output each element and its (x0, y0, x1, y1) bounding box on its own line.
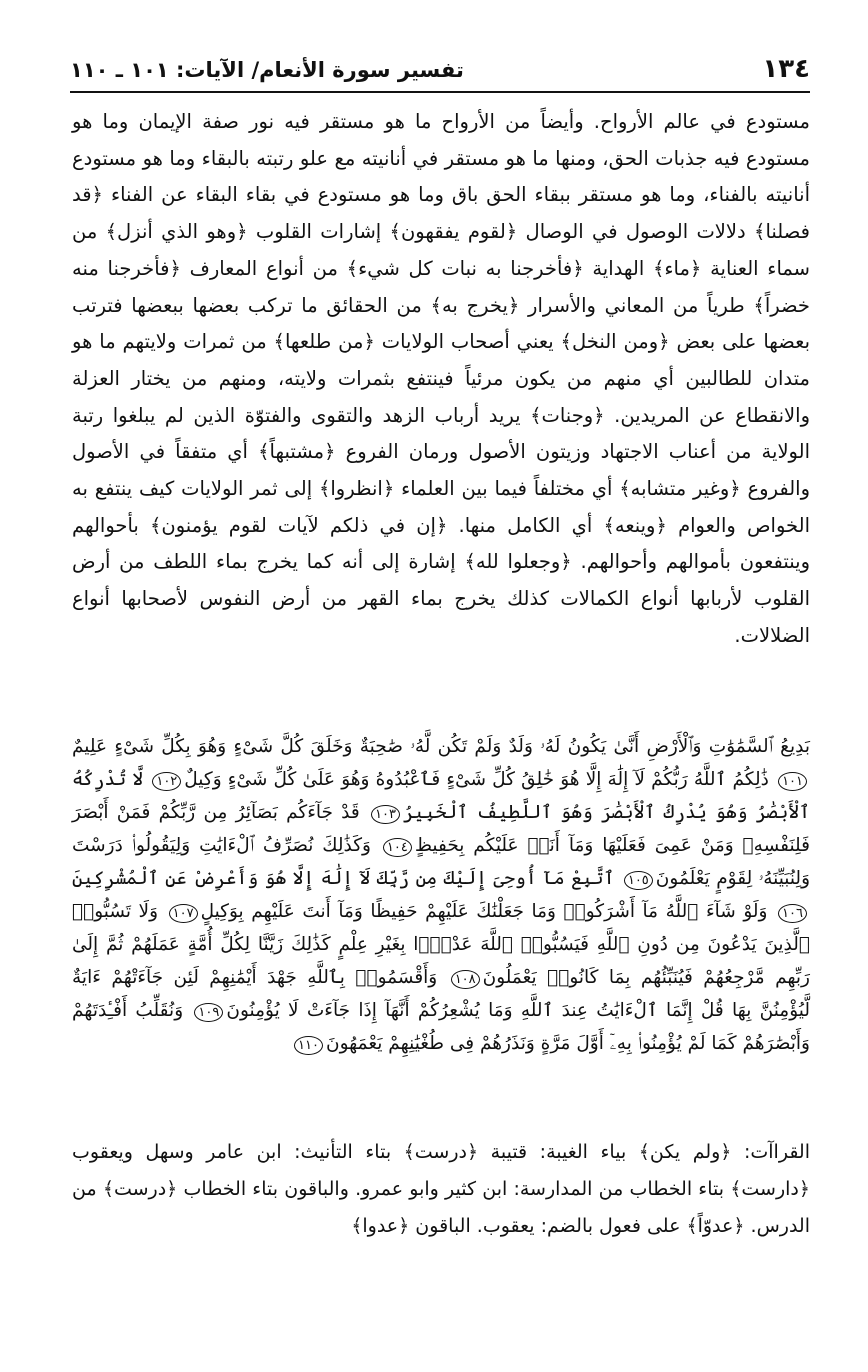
quran-verses-section (72, 730, 810, 1060)
verse-text: لَّا تُدْرِكُهُ ٱلْأَبْصَٰرُ وَهُوَ يُدْرِكُ ٱلْأَبْصَٰرَ وَهُوَ ٱللَّطِيفُ ٱلْخَبِيرُ (72, 769, 810, 823)
ayah-number-marker: ١٠١ (778, 772, 807, 791)
ayah-number-marker: ١٠٢ (152, 772, 181, 791)
ayah-number-marker: ١٠٦ (778, 904, 807, 923)
ayah-number-marker: ١٠٨ (451, 970, 480, 989)
running-title: تفسير سورة الأنعام/ الآيات: ١٠١ ـ ١١٠ (70, 58, 464, 82)
qiraat-section (72, 1134, 810, 1245)
header-rule (70, 91, 810, 93)
ayah-number-marker: ١٠٣ (371, 805, 400, 824)
verse-text: وَلَا تَسُبُّوا۟ ٱلَّذِينَ يَدْعُونَ مِن دُونِ ٱللَّهِ فَيَسُبُّوا۟ ٱللَّهَ عَدْوًۢا بِغَيْرِ عِلْمٍ كَذَٰلِكَ زَيَّنَّا لِكُلِّ أُمَّةٍ عَمَلَهُمْ ثُمَّ إِلَىٰ رَبِّهِم مَّرْجِعُهُمْ فَيُنَبِّئُهُم بِمَا كَانُوا۟ يَعْمَلُونَ (72, 901, 810, 988)
ayah-number-marker: ١٠٧ (169, 904, 198, 923)
commentary-paragraph: مستودع في عالم الأرواح. وأيضاً من الأرواح ما هو مستقر فيه نور صفة الإيمان وما هو مستودع فيه جذبات الحق، ومنها ما هو مستقر في أنانيته مع علو رتبته بالبقاء وما هو مستودع أنانيته بالفناء، وما هو مستقر ببقاء الحق باق وما هو مستودع في بقاء البقاء عن الفناء ﴿قد فصلنا﴾ دلالات الوصول في الوصال ﴿لقوم يفقهون﴾ إشارات القلوب ﴿وهو الذي أنزل﴾ من سماء العناية ﴿ماء﴾ الهداية ﴿فأخرجنا به نبات كل شيء﴾ من أنواع المعارف ﴿فأخرجنا منه خضراً﴾ طرياً من المعاني والأسرار ﴿يخرج به﴾ من الحقائق ما تركب بعضها ببعضها فترتب بعضها على بعض ﴿ومن النخل﴾ يعني أصحاب الولايات ﴿من طلعها﴾ من ثمرات ولايتهم ما هو متدان للطالبين أي منهم من يكون مرئياً فينتفع بثمرات ولايته، ومنهم من يختار العزلة والانقطاع عن المريدين. ﴿وجنات﴾ يريد أرباب الزهد والتقوى والفتوّة الذين لم يبلغوا رتبة الولاية من أعناب الاجتهاد وزيتون الأصول ورمان الفروع ﴿مشتبهاً﴾ أي متفقاً في الأصول والفروع ﴿وغير متشابه﴾ أي مختلفاً فيما بين العلماء ﴿انظروا﴾ إلى ثمر الولايات كيف ينتفع به الخواص والعوام ﴿وينعه﴾ أي الكامل منها. ﴿إن في ذلكم لآيات لقوم يؤمنون﴾ بأحوالهم وينتفعون بأموالهم وأحوالهم. ﴿وجعلوا لله﴾ إشارة إلى أنه كما يخرج بماء اللطف من أرض القلوب لأربابها أنواع الكمالات كذلك يخرج بماء القهر من أرض النفوس لأصحابها أنواع الضلالات. (72, 110, 810, 647)
verse-text: وَأَقْسَمُوا۟ بِٱللَّهِ جَهْدَ أَيْمَٰنِهِمْ لَئِن جَآءَتْهُمْ ءَايَةٌ لَّيُؤْمِنُنَّ بِهَا قُلْ إِنَّمَا ٱلْءَايَٰتُ عِندَ ٱللَّهِ وَمَا يُشْعِرُكُمْ أَنَّهَآ إِذَا جَآءَتْ لَا يُؤْمِنُونَ (72, 967, 810, 1021)
page-number: ١٣٤ (762, 54, 810, 84)
qiraat-text: ﴿ولم يكن﴾ بياء الغيبة: قتيبة ﴿درست﴾ بتاء التأنيث: ابن عامر وسهل ويعقوب ﴿دارست﴾ بتاء الخطاب من المدارسة: ابن كثير وابو عمرو. والباقون بتاء الخطاب ﴿درست﴾ من الدرس. ﴿عدوّاً﴾ على فعول بالضم: يعقوب. الباقون ﴿عدوا﴾ (72, 1141, 810, 1237)
page-header (70, 52, 810, 92)
verse-text: ٱتَّبِعْ مَآ أُوحِىَ إِلَيْكَ مِن رَّبِّكَ لَآ إِلَٰهَ إِلَّا هُوَ وَأَعْرِضْ عَنِ ٱلْمُشْرِكِينَ (72, 868, 615, 889)
verse-text: وَلَوْ شَآءَ ٱللَّهُ مَآ أَشْرَكُوا۟ وَمَا جَعَلْنَٰكَ عَلَيْهِمْ حَفِيظًا وَمَآ أَنتَ عَلَيْهِم بِوَكِيلٍ (200, 901, 768, 922)
verse-text: ذَٰلِكُمُ ٱللَّهُ رَبُّكُمْ لَآ إِلَٰهَ إِلَّا هُوَ خَٰلِقُ كُلِّ شَىْءٍ فَٱعْبُدُوهُ وَهُوَ عَلَىٰ كُلِّ شَىْءٍ وَكِيلٌ (184, 769, 769, 790)
ayah-number-marker: ١٠٤ (383, 838, 412, 857)
verse-text: قَدْ جَآءَكُم بَصَآئِرُ مِن رَّبِّكُمْ فَمَنْ أَبْصَرَ فَلِنَفْسِهِۦ وَمَنْ عَمِىَ فَعَلَيْهَا وَمَآ أَنَا۠ عَلَيْكُم بِحَفِيظٍ (72, 802, 810, 856)
commentary-section (72, 104, 810, 655)
quran-verses (72, 730, 810, 1060)
ayah-number-marker: ١٠٥ (624, 871, 653, 890)
verse-text: بَدِيعُ ٱلسَّمَٰوَٰتِ وَٱلْأَرْضِ أَنَّىٰ يَكُونُ لَهُۥ وَلَدٌ وَلَمْ تَكُن لَّهُۥ صَٰحِبَةٌ وَخَلَقَ كُلَّ شَىْءٍ وَهُوَ بِكُلِّ شَىْءٍ عَلِيمٌ (72, 736, 810, 757)
qiraat-label: القراآت: (743, 1141, 810, 1163)
qiraat-paragraph (72, 1134, 810, 1245)
ayah-number-marker: ١١٠ (294, 1036, 323, 1055)
verse-text: وَكَذَٰلِكَ نُصَرِّفُ ٱلْءَايَٰتِ وَلِيَقُولُوا۟ دَرَسْتَ وَلِنُبَيِّنَهُۥ لِقَوْمٍ يَعْلَمُونَ (72, 835, 811, 889)
verse-text: وَنُقَلِّبُ أَفْـِٔدَتَهُمْ وَأَبْصَٰرَهُمْ كَمَا لَمْ يُؤْمِنُوا۟ بِهِۦٓ أَوَّلَ مَرَّةٍ وَنَذَرُهُمْ فِى طُغْيَٰنِهِمْ يَعْمَهُونَ (72, 1000, 810, 1054)
ayah-number-marker: ١٠٩ (194, 1003, 223, 1022)
